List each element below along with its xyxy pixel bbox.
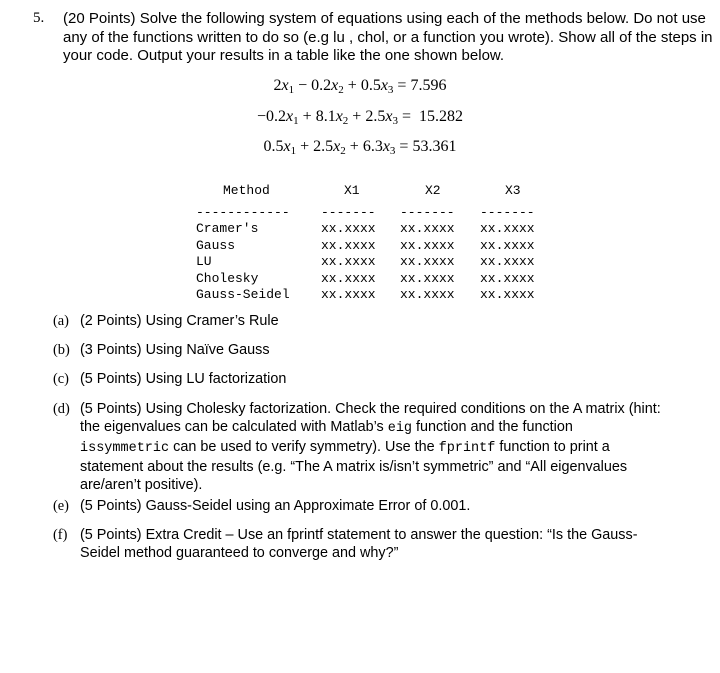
column-header-x2: X2 xyxy=(425,183,441,198)
column-header-x1: X1 xyxy=(344,183,360,198)
equation-2: $-0.2x_1 + 8.1x_2 + 2.5x_3 = 15.282$ xyxy=(257,108,463,127)
table-row: Gauss xx.xxxx xx.xxxx xx.xxxx xyxy=(196,237,535,253)
column-header-method: Method xyxy=(223,183,270,198)
column-header-x3: X3 xyxy=(505,183,521,198)
table-header-row xyxy=(196,183,521,200)
table-row: Cramer's xx.xxxx xx.xxxx xx.xxxx xyxy=(196,221,535,236)
equation-3: $0.5x_1 + 2.5x_2 + 6.3x_3 = 53.361$ xyxy=(263,138,457,157)
code-eig: eig xyxy=(387,421,413,436)
part-d-text: (5 Points) Using Cholesky factorization. Check the required conditions on the A matrix (hint: the eigenvalues can be calculated with Matlab’s eig function and the function issymmetric can be used to verify symmetry). Use the fprintf function to print a statement about the results (e.g. “The A matrix is/isn’t symmetric” and “All eigenvalues are/aren’t positive). xyxy=(80,401,661,493)
table-row: LU xx.xxxx xx.xxxx xx.xxxx xyxy=(196,254,535,269)
equation-1: $2x_1 - 0.2x_2 + 0.5x_3 = 7.596$ xyxy=(273,77,447,96)
table-rule-row: ------------ ------- ------- ------- xyxy=(196,204,535,220)
table-row: Gauss-Seidel xx.xxxx xx.xxxx xx.xxxx xyxy=(196,287,535,302)
problem-intro: (20 Points) Solve the following system of equations using each of the methods below. Do not use any of the functions written to do so (e.g lu , chol, or a function you wrote). Show all of the steps in your code. Output your results in a table like the one shown below. xyxy=(63,10,713,64)
table-row: Cholesky xx.xxxx xx.xxxx xx.xxxx xyxy=(196,270,535,286)
results-table xyxy=(196,183,535,304)
code-fprintf: fprintf xyxy=(438,441,496,456)
code-issymmetric: issymmetric xyxy=(80,441,170,456)
problem-number: 5. xyxy=(33,10,45,26)
